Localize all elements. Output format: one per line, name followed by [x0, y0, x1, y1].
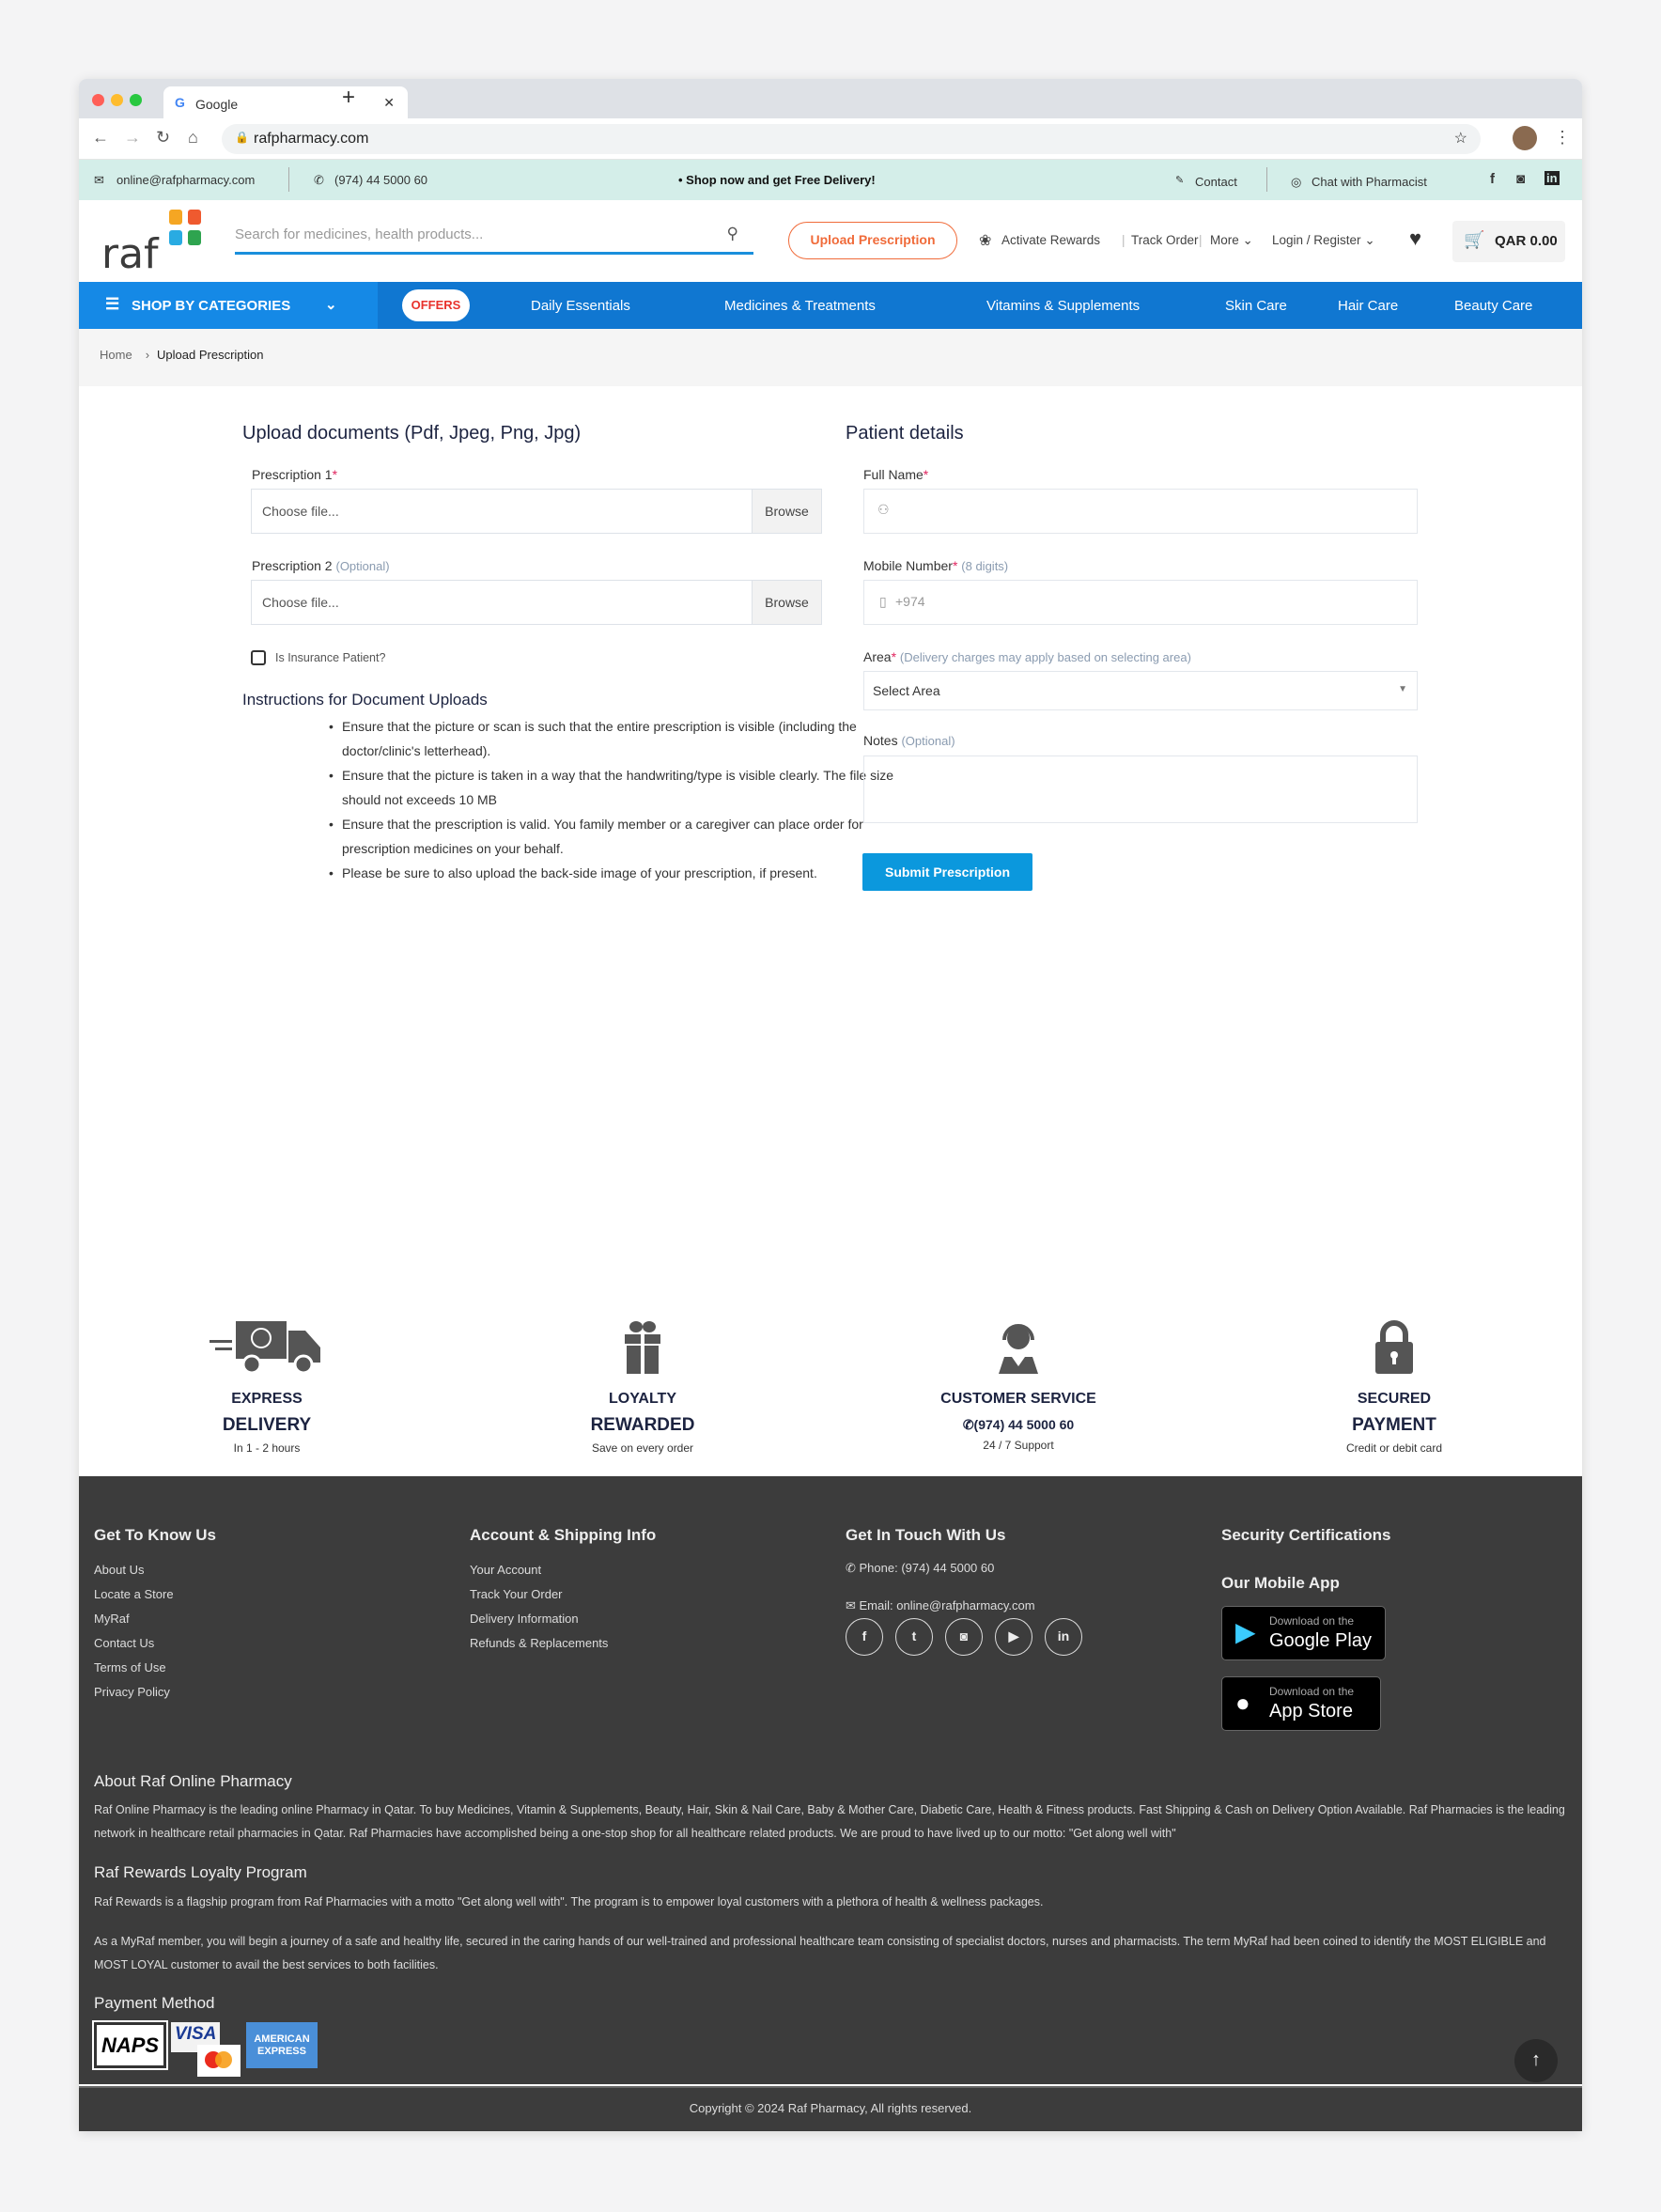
menu-icon[interactable]: ⋮ [1554, 128, 1571, 147]
more-label: More [1210, 233, 1239, 247]
google-play-button[interactable]: ▶ Download on the Google Play [1221, 1606, 1386, 1660]
nav-skin-care[interactable]: Skin Care [1225, 298, 1287, 314]
instagram-icon[interactable]: ◙ [945, 1618, 983, 1656]
feature-title: EXPRESS [231, 1391, 303, 1407]
browser-tab[interactable] [163, 86, 408, 118]
breadcrumb-current: Upload Prescription [157, 348, 264, 362]
star-icon[interactable]: ☆ [1453, 131, 1467, 147]
mobile-icon: ▯ [879, 594, 887, 609]
rewards-heading: Raf Rewards Loyalty Program [94, 1863, 307, 1881]
payment-heading: Payment Method [94, 1994, 215, 2012]
footer-link[interactable]: Contact Us [94, 1636, 155, 1650]
mobile-app-heading: Our Mobile App [1221, 1574, 1340, 1592]
browser-window [79, 79, 1582, 2131]
rewards-text-2: As a MyRaf member, you will begin a journey of a safe and healthy life, secured in the caring hands of our well-trained and professional healthcare team consisting of specialist doctors, nurses and pharmacists. The term MyRaf had been coined to identify the MOST ELIGIBLE and MOST LOYAL customer to avail the best services to both facilities. [94, 1935, 1546, 1971]
area-value: Select Area [873, 683, 940, 698]
top-info-bar [79, 160, 1582, 200]
footer-link[interactable]: About Us [94, 1563, 145, 1577]
mobile-input[interactable] [863, 580, 1418, 625]
about-text: Raf Online Pharmacy is the leading online Pharmacy in Qatar. To buy Medicines, Vitamin & Supplements, Beauty, Hair, Skin & Nail Care, Baby & Mother Care, Diabetic Care, Health & Fitness products. Fast Shipping & Cash on Delivery Option Available. Raf Pharmacies is the leading network in healthcare retail pharmacies in Qatar. Raf Pharmacies have accomplished being a one-stop shop for all healthcare related products. We are proud to have lived up to our motto: "Get along well with" [94, 1803, 1565, 1840]
gift-icon [623, 1319, 662, 1374]
prescription2-file-input[interactable] [251, 580, 822, 625]
search-icon[interactable]: ⚲ [726, 225, 738, 242]
footer-heading: Security Certifications [1221, 1526, 1391, 1544]
fullname-input[interactable] [863, 489, 1418, 534]
close-window-button[interactable] [92, 94, 104, 106]
instruction-item: • Please be sure to also upload the back-side image of your prescription, if present. [325, 861, 898, 885]
whatsapp-icon: ◎ [1291, 175, 1302, 189]
track-order-link[interactable]: Track Order [1131, 233, 1199, 247]
prescription1-file-input[interactable] [251, 489, 822, 534]
more-menu[interactable]: More ⌄ [1210, 233, 1253, 247]
phone-icon: ✆ [314, 173, 324, 187]
prescription2-label: Prescription 2 (Optional) [252, 558, 390, 573]
insurance-checkbox[interactable] [251, 650, 266, 665]
footer-link[interactable]: Your Account [470, 1563, 542, 1577]
nav-beauty-care[interactable]: Beauty Care [1454, 298, 1533, 314]
headset-agent-icon [997, 1319, 1040, 1374]
footer-link[interactable]: MyRaf [94, 1612, 130, 1626]
mobile-placeholder: +974 [895, 594, 925, 609]
tab-title: Google [195, 97, 239, 112]
phone-icon: ✆ [846, 1561, 860, 1575]
feature-caption: 24 / 7 Support [983, 1439, 1054, 1452]
feature-loyalty [530, 1316, 755, 1455]
footer-link[interactable]: Track Your Order [470, 1587, 563, 1601]
file-placeholder: Choose file... [262, 595, 339, 610]
lock-icon: 🔒 [235, 131, 249, 144]
contact-link[interactable]: Contact [1195, 175, 1237, 189]
reload-icon[interactable]: ↻ [156, 128, 171, 147]
cart-total: QAR 0.00 [1495, 233, 1558, 249]
feature-title: LOYALTY [608, 1391, 676, 1407]
instructions-title: Instructions for Document Uploads [242, 691, 488, 709]
facebook-icon[interactable]: f [846, 1618, 883, 1656]
close-tab-icon[interactable]: ✕ [383, 95, 395, 110]
upload-prescription-button[interactable]: Upload Prescription [788, 222, 957, 259]
google-icon: G [175, 95, 185, 110]
apple-icon: ● [1235, 1689, 1250, 1717]
offers-button[interactable]: OFFERS [402, 289, 470, 321]
chevron-right-icon: › [145, 348, 150, 362]
minimize-button[interactable] [111, 94, 123, 106]
visa-logo: VISA [171, 2022, 220, 2052]
file-placeholder: Choose file... [262, 504, 339, 519]
footer-phone[interactable]: ✆ Phone: (974) 44 5000 60 [846, 1561, 995, 1575]
logo-text: raf [101, 230, 159, 278]
google-play-icon: ▶ [1235, 1617, 1256, 1646]
linkedin-icon[interactable]: in [1045, 1618, 1082, 1656]
mastercard-logo [197, 2045, 241, 2077]
dropdown-arrow-icon: ▼ [1398, 684, 1407, 694]
feature-secured-payment [1281, 1316, 1507, 1455]
instruction-item: • Ensure that the picture is taken in a way that the handwriting/type is visible clearly. The file size should not exceeds 10 MB [325, 763, 898, 812]
site-footer [79, 1476, 1582, 2084]
home-icon[interactable]: ⌂ [188, 128, 198, 147]
shop-by-categories[interactable] [79, 282, 378, 329]
tab-bar [79, 79, 1582, 118]
maximize-button[interactable] [130, 94, 142, 106]
topbar-email[interactable]: online@rafpharmacy.com [116, 173, 256, 187]
instruction-item: • Ensure that the prescription is valid. You family member or a caregiver can place order for prescription medicines on your behalf. [325, 812, 898, 861]
footer-heading: Account & Shipping Info [470, 1526, 657, 1544]
rewards-icon: ❀ [979, 233, 992, 249]
mobile-label: Mobile Number* (8 digits) [863, 558, 1009, 573]
notes-label: Notes (Optional) [863, 733, 955, 748]
topbar-phone[interactable]: (974) 44 5000 60 [334, 173, 428, 187]
contact-icon: ✎ [1175, 175, 1185, 186]
chevron-down-icon: ⌄ [325, 297, 337, 313]
feature-title: CUSTOMER SERVICE [940, 1391, 1096, 1407]
feature-caption: Save on every order [591, 1441, 694, 1455]
back-icon[interactable]: ← [92, 128, 109, 147]
instruction-item: • Ensure that the picture or scan is such that the entire prescription is visible (including the doctor/clinic's letterhead). [325, 714, 898, 763]
footer-heading: Get To Know Us [94, 1526, 217, 1544]
promo-text: • Shop now and get Free Delivery! [678, 173, 876, 187]
login-label: Login / Register [1272, 233, 1361, 247]
new-tab-button[interactable]: + [342, 85, 356, 110]
about-heading: About Raf Online Pharmacy [94, 1772, 292, 1790]
facebook-icon[interactable]: f [1490, 171, 1495, 187]
footer-link[interactable]: Refunds & Replacements [470, 1636, 609, 1650]
twitter-icon[interactable]: t [895, 1618, 933, 1656]
hamburger-icon: ☰ [105, 295, 120, 313]
categories-label: SHOP BY CATEGORIES [132, 298, 291, 314]
address-bar [79, 118, 1582, 160]
cart-icon: 🛒 [1464, 230, 1485, 249]
breadcrumb [79, 329, 1582, 386]
phone-icon: ✆ [962, 1417, 974, 1432]
activate-rewards-link[interactable]: Activate Rewards [1001, 233, 1101, 247]
chat-link[interactable]: Chat with Pharmacist [1312, 175, 1427, 189]
insurance-label: Is Insurance Patient? [275, 651, 386, 664]
feature-phone[interactable]: ✆(974) 44 5000 60 [962, 1417, 1075, 1432]
scroll-to-top-button[interactable]: ↑ [1514, 2039, 1558, 2082]
footer-email[interactable]: ✉ Email: online@rafpharmacy.com [846, 1598, 1035, 1612]
feature-express-delivery [154, 1316, 380, 1455]
copyright: Copyright © 2024 Raf Pharmacy, All rights reserved. [79, 2086, 1582, 2131]
footer-link[interactable]: Delivery Information [470, 1612, 579, 1626]
patient-title: Patient details [846, 423, 964, 444]
instructions-list [325, 714, 898, 885]
nav-medicines[interactable]: Medicines & Treatments [724, 298, 876, 314]
feature-title: SECURED [1357, 1391, 1432, 1407]
footer-link[interactable]: Locate a Store [94, 1587, 174, 1601]
search-input[interactable] [235, 215, 753, 255]
raf-logo[interactable] [101, 210, 205, 278]
cart-button[interactable] [1452, 221, 1565, 262]
fullname-label: Full Name* [863, 467, 929, 482]
feature-subtitle: PAYMENT [1352, 1415, 1436, 1435]
search-placeholder: Search for medicines, health products... [235, 226, 484, 242]
linkedin-icon[interactable]: in [1546, 171, 1558, 185]
instagram-icon[interactable]: ◙ [1516, 171, 1526, 187]
feature-subtitle: DELIVERY [222, 1415, 312, 1435]
mail-icon: ✉ [94, 173, 104, 187]
footer-heading: Get In Touch With Us [846, 1526, 1006, 1544]
footer-link[interactable]: Terms of Use [94, 1660, 166, 1675]
app-store-button[interactable]: ● Download on the App Store [1221, 1676, 1381, 1731]
nav-daily-essentials[interactable]: Daily Essentials [531, 298, 630, 314]
feature-caption: In 1 - 2 hours [233, 1441, 301, 1455]
naps-logo: NAPS [94, 2022, 166, 2068]
feature-customer-service [906, 1316, 1131, 1452]
url-text: rafpharmacy.com [254, 131, 369, 147]
breadcrumb-home[interactable]: Home [100, 348, 132, 362]
delivery-truck-icon [210, 1319, 324, 1374]
mail-icon: ✉ [846, 1598, 860, 1612]
upload-title: Upload documents (Pdf, Jpeg, Png, Jpg) [242, 423, 582, 444]
heart-icon[interactable]: ♥ [1409, 226, 1422, 250]
amex-logo: AMERICAN EXPRESS [246, 2022, 318, 2068]
prescription1-label: Prescription 1* [252, 467, 338, 482]
youtube-icon[interactable]: ▶ [995, 1618, 1032, 1656]
rewards-text: Raf Rewards is a flagship program from Raf Pharmacies with a motto "Get along well with". The program is to empower loyal customers with a plethora of health & wellness packages. [94, 1895, 1044, 1908]
footer-link[interactable]: Privacy Policy [94, 1685, 170, 1699]
site-header: raf Search for medicines, health products... ⚲ Upload Prescription ❀ Activate Rewards | Track Order | More ⌄ Login / Register ⌄ ♥ 🛒 QAR 0.00 [79, 200, 1582, 282]
login-menu[interactable]: Login / Register ⌄ [1272, 233, 1375, 247]
area-select[interactable] [863, 671, 1418, 710]
area-label: Area* (Delivery charges may apply based on selecting area) [863, 649, 1191, 664]
nav-vitamins[interactable]: Vitamins & Supplements [986, 298, 1141, 314]
notes-textarea[interactable] [863, 756, 1418, 823]
feature-subtitle: REWARDED [590, 1415, 695, 1435]
user-icon: ⚇ [877, 502, 890, 517]
nav-hair-care[interactable]: Hair Care [1338, 298, 1399, 314]
padlock-icon [1374, 1319, 1415, 1374]
avatar[interactable] [1513, 126, 1537, 150]
submit-prescription-button[interactable]: Submit Prescription [862, 853, 1032, 891]
feature-caption: Credit or debit card [1345, 1441, 1443, 1455]
url-input[interactable] [222, 124, 1481, 154]
main-nav [79, 282, 1582, 329]
forward-icon[interactable]: → [124, 128, 141, 147]
browse-button[interactable]: Browse [752, 490, 821, 533]
browse-button[interactable]: Browse [752, 581, 821, 624]
